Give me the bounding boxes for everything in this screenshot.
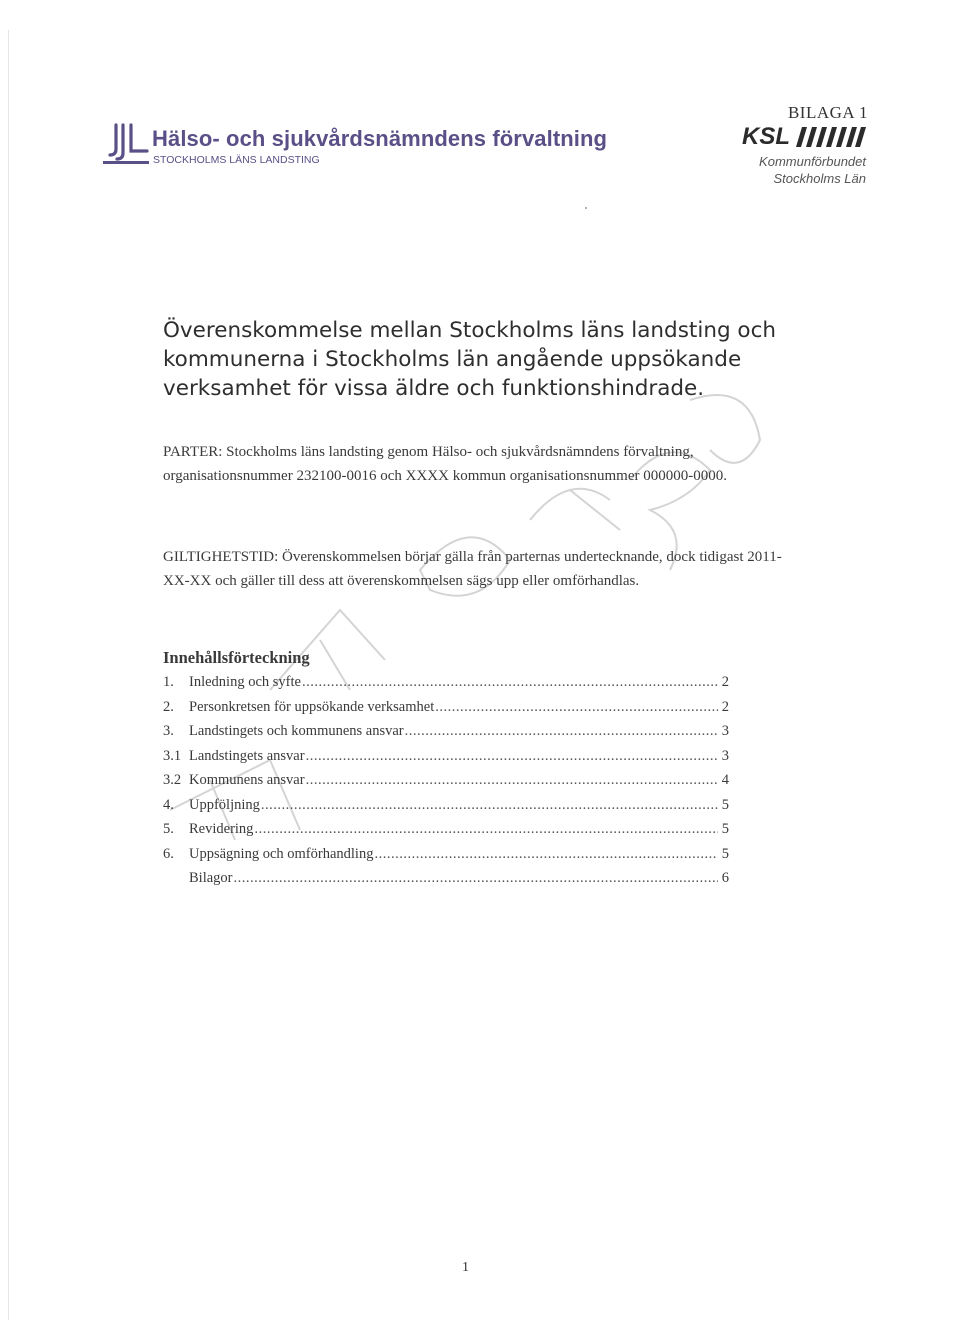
toc-item-number: 3. xyxy=(163,723,174,739)
toc-item-uppsagning[interactable] xyxy=(163,846,729,871)
toc-item-number: 4. xyxy=(163,796,174,813)
toc-item-page: 2 xyxy=(721,698,729,715)
toc-item-page: 5 xyxy=(721,821,729,837)
document-title: Överenskommelse mellan Stockholms läns landsting och kommunerna i Stockholms län angående uppsökande verksamhet för vissa äldre och funktionshindrade. xyxy=(163,318,777,401)
table-of-contents xyxy=(163,674,729,895)
ksl-logo-text: KSL xyxy=(742,123,790,150)
toc-item-label: Landstingets ansvar xyxy=(189,747,305,764)
toc-item-number: 3.2 xyxy=(163,772,182,788)
toc-item-ansvar[interactable] xyxy=(163,723,729,748)
toc-item-page: 6 xyxy=(721,870,729,886)
toc-leader xyxy=(435,699,718,716)
validity-paragraph: GILTIGHETSTID: Överenskommelsen börjar gälla från parternas undertecknande, dock tidigast 2011-XX-XX och gäller till dess att överenskommelsen sägs upp eller omförhandlas. xyxy=(163,549,782,589)
parties-paragraph: PARTER: Stockholms läns landsting genom Hälso- och sjukvårdsnämndens förvaltning, organisationsnummer 232100-0016 och XXXX kommun organisationsnummer 000000-0000. xyxy=(163,444,727,484)
toc-leader xyxy=(306,748,718,765)
toc-item-page: 3 xyxy=(721,747,729,764)
sll-logo-icon xyxy=(103,121,149,170)
scan-speck xyxy=(585,207,587,209)
toc-leader xyxy=(306,772,718,789)
toc-item-label: Revidering xyxy=(189,821,254,837)
toc-item-page: 2 xyxy=(721,674,729,690)
page-number: 1 xyxy=(462,1260,469,1275)
toc-item-label: Kommunens ansvar xyxy=(189,772,305,788)
toc-item-page: 4 xyxy=(721,772,729,788)
ksl-logo xyxy=(742,125,866,149)
toc-item-inledning[interactable] xyxy=(163,674,729,699)
toc-item-page: 5 xyxy=(721,796,729,813)
toc-leader xyxy=(261,797,718,814)
toc-title: Innehållsförteckning xyxy=(163,648,310,667)
toc-item-number: 6. xyxy=(163,845,174,862)
toc-leader xyxy=(254,821,718,838)
ksl-org-name xyxy=(759,153,866,187)
toc-leader xyxy=(374,846,718,863)
toc-leader xyxy=(302,674,718,691)
toc-item-label: Uppföljning xyxy=(189,796,260,813)
toc-item-bilagor[interactable] xyxy=(163,870,729,895)
toc-item-revidering[interactable] xyxy=(163,821,729,846)
toc-item-label: Personkretsen för uppsökande verksamhet xyxy=(189,698,435,715)
toc-leader xyxy=(405,723,718,740)
ksl-stripes-icon xyxy=(796,127,866,147)
toc-item-number: 3.1 xyxy=(163,747,182,764)
toc-item-label: Inledning och syfte xyxy=(189,674,301,690)
toc-item-personkretsen[interactable] xyxy=(163,699,729,724)
ksl-org-line1: Kommunförbundet xyxy=(759,154,866,169)
toc-item-uppfoljning[interactable] xyxy=(163,797,729,822)
toc-item-label: Landstingets och kommunens ansvar xyxy=(189,723,404,739)
org-subtitle: STOCKHOLMS LÄNS LANDSTING xyxy=(153,154,320,166)
toc-item-number: 1. xyxy=(163,674,174,690)
org-title: Hälso- och sjukvårdsnämndens förvaltning xyxy=(152,126,608,151)
toc-item-kommunens-ansvar[interactable] xyxy=(163,772,729,797)
toc-item-label: Uppsägning och omförhandling xyxy=(189,845,374,862)
ksl-org-line2: Stockholms Län xyxy=(773,171,866,186)
toc-item-page: 3 xyxy=(721,723,729,739)
toc-item-page: 5 xyxy=(721,845,729,862)
toc-item-number: 2. xyxy=(163,698,174,715)
toc-item-landstingets-ansvar[interactable] xyxy=(163,748,729,773)
toc-item-number: 5. xyxy=(163,821,174,837)
toc-item-label: Bilagor xyxy=(189,870,233,886)
scan-edge-line xyxy=(8,30,9,1320)
attachment-label: BILAGA 1 xyxy=(787,103,868,122)
toc-leader xyxy=(234,870,719,887)
